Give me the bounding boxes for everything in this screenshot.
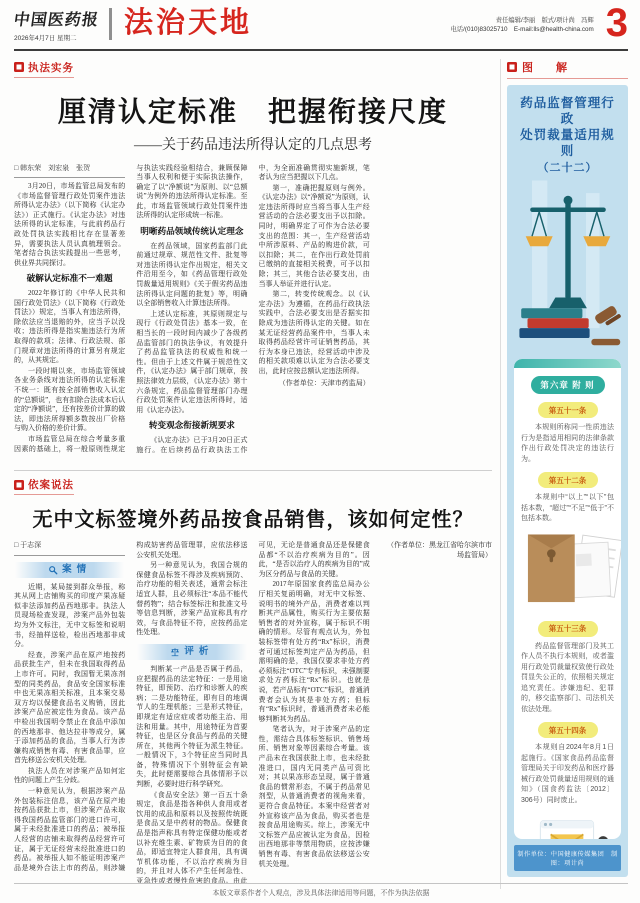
clause-badge: 第五十二条	[538, 472, 598, 488]
card-top-strip	[514, 359, 621, 368]
body-paragraph: 笔者认为，对于涉案产品的定性，需结合具体标签标识、销售场所、销售对象等因素综合考量。该产品未在我国获批上市，也未经批准进口，国内无同类产品可资比对；其以果冻形态呈现，属于普通食品的惯常形态，不属于药品常见剂型，从普通消费者的视角来看，更符合食品特征。本案中经营者对外宣称该产品为食品，购买者也是按食品用途购买。综上，涉案无中文标签产品应被认定为食品，因检出西地那非等禁用物质，应按涉嫌销售有毒、有害食品依法移送公安机关处理。	[258, 725, 370, 868]
title-line: 处罚裁量适用规则	[520, 128, 615, 158]
envelope-documents-illustration	[521, 531, 614, 614]
title-line: 药品监督管理行政	[520, 96, 615, 126]
section-title: 法治天地	[124, 7, 253, 39]
badge-label: 评析	[184, 646, 214, 658]
badge-label: 案情	[62, 563, 92, 575]
clause-text: 本规则自2024年8月1日起施行。《国家食品药品监督管理局关于印发药品和医疗器械行政处罚裁量适用规则的通知》（国食药监法〔2012〕306号）同时废止。	[521, 744, 614, 804]
magnifier-icon	[48, 565, 58, 575]
section-label-text: 依案说法	[28, 479, 74, 491]
editor-line: 责任编辑/李丽 版式/项计尚 冯辉	[495, 17, 594, 24]
clause-text: 本规则所称同一性质违法行为是指适用相同的法律条款作出行政处罚决定的违法行为。	[521, 424, 614, 463]
body-paragraph: 另一种意见认为，我国合规的保健食品标签不得涉及疾病预防、治疗功能的相关表述，通常会标注适宜人群，且必须标注“本品不能代替药物”；结合标签标注和批准文号等信息判断，涉案产品宣称具有疗效，与食品特征不符，应按药品定性处理。	[136, 561, 248, 637]
author-note: （作者单位：天津市药监局）	[278, 378, 370, 387]
body-paragraph: 执法人员在对涉案产品如何定性的问题上产生分歧。	[14, 766, 126, 785]
section-seal-icon	[507, 62, 517, 72]
section-label-case	[14, 477, 74, 495]
column-subhead: 转变观念衔接新规要求	[148, 420, 235, 431]
body-paragraph: 近期，某局接到群众举报，称其从网上店铺购买的印度产果冻疑似非法添加药品西地那非。执法人员现场检查发现，涉案产品外包装均为外文标注，无中文标签和说明书，经抽样送检，检出西地那非成分。	[14, 582, 126, 649]
section-label-text: 图 解	[522, 62, 573, 74]
body-paragraph: 一段时期以来，市场监管领域各业务条线对违法所得的认定标准不统一：既有按全部销售收入认定的“总额说”，也有扣除合法成本后认定的“净额说”，还有按差价计算的做法，即违法所得额多数按出厂价格与购入价格的差价计算。	[14, 366, 126, 433]
infographic-card	[507, 85, 628, 877]
section-seal-icon	[14, 480, 24, 490]
article2-body	[14, 541, 492, 889]
column-subhead: 破解认定标准不一难题	[26, 273, 113, 284]
article-enforcement	[14, 59, 492, 462]
infographic-credit: 制作单位：中国健康传媒集团 制图：项计尚	[514, 845, 621, 871]
header-divider	[109, 8, 112, 40]
article-divider	[14, 470, 492, 471]
infographic-title	[514, 95, 621, 176]
section-label-infographic	[507, 59, 628, 79]
body-paragraph: 判断某一产品是否属于药品，应把握药品的法定特征：一是用途特征，即预防、治疗和诊断人的疾病；二是功能特征，即有目的地调节人的生理机能；三是形式特征，即规定有适应症或者功能主治、用法和用量。其中，用途特征为首要特征，也是区分食品与药品的关键所在，其他两个特征为派生特征。一般情况下，3个特征应当同时具备，特殊情况下个别特征会有缺失，此时便需要综合具体情形予以判断，必要时进行科学研究。	[136, 664, 248, 789]
page-header	[0, 0, 640, 46]
envelope-icon	[521, 531, 621, 609]
paper-date: 2026年4月7日 星期二	[14, 35, 77, 42]
article1-subtitle: ——关于药品违法所得认定的几点思考	[134, 137, 372, 153]
body-paragraph: 在药品领域，国家药监部门此前通过规章、规范性文件、批复等对违法所得认定作出规定，相关文件沿用至今，如《药品管理行政处罚裁量适用规则》《关于假劣药品违法所得认定问题的批复》等，明确以全部销售收入计算违法所得。	[136, 241, 248, 308]
clauses-card	[514, 359, 621, 839]
article-case-law	[14, 477, 492, 890]
body-paragraph: 《认定办法》已于3月20日正式施行。在后续药品行政执法工作中，为全面准确贯彻实施新规，笔者认为应当把握以下几点。	[136, 163, 370, 454]
body-paragraph: 经查，涉案产品在原产地按药品获批生产，但未在我国取得药品上市许可。同时，我国暂无果冻剂型的同类药品，食品安全国家标准中也无果冻相关标准，且本案交易双方均以保健食品名义购销，因此涉案产品应被定性为食品。该产品中检出我国明令禁止在食品中添加的西地那非、他达拉非等成分，属于添加药品的食品，当事人行为涉嫌构成销售有毒、有害食品罪，应首先移送公安机关处理。	[14, 650, 126, 765]
contact-line: 电话/(010)83025710 E-mail:lls@health-china.com	[450, 26, 594, 33]
body-paragraph: 上述认定标准，其原则规定与现行《行政处罚法》基本一致，在相当长的一段时间内减少了各级药品监管部门的执法争议，有效提升了药品监管执法的权威性和统一性。但由于上述文件属于规范性文件，《认定办法》属于部门规章，按照法律效力层级，《认定办法》第十六条规定，药品监督管理部门办理行政处罚案件认定违法所得时，适用《认定办法》。	[136, 309, 248, 414]
body-paragraph: 一种意见认为，根据涉案产品外包装标注信息，该产品在原产地按药品获批上市，但涉案产品未取得我国药品监管部门的进口许可，属于未经批准进口的药品；被举报人经营的店铺未取得药品经营许可证，属于无证经营未经批准进口的药品。被举报人如不能证明涉案产品是境外合法上市的药品，则涉嫌构成妨害药品管理罪，应依法移送公安机关处理。	[14, 541, 248, 872]
editor-info	[451, 16, 594, 34]
page-content	[0, 51, 640, 889]
body-paragraph: 2022年修订的《中华人民共和国行政处罚法》（以下简称《行政处罚法》）规定，当事人有违法所得，除依法应当退赔的外，应当予以没收；违法所得是指实施违法行为所取得的款项；法律、行政法规、部门规章对违法所得的计算另有规定的，从其规定。	[14, 289, 126, 365]
clause-badge: 第五十四条	[538, 722, 598, 738]
clause-badge: 第五十一条	[538, 402, 598, 418]
body-paragraph: 第一，准确把握原则与例外。《认定办法》以“净额说”为原则，认定违法所得时应当将当事人生产经营活动的合法必要支出予以扣除。同时，明确界定了可作为合法必要支出的范围：其一，生产经营活动中所涉原料、产品的购进价款，可以扣除；其二，在作出行政处罚前已缴纳的直接相关税费，可予以扣除；其三，其他合法必要支出，由当事人举证并进行认定。	[258, 183, 370, 288]
author-note: （作者单位：黑龙江省哈尔滨市市场监管局）	[387, 541, 492, 559]
body-paragraph: 3月20日，市场监管总局发布的《市场监督管理行政处罚案件违法所得认定办法》（以下简称《认定办法》）正式施行。《认定办法》对违法所得的认定标准，与此前药品行政处罚执法实践相比存在显著差异，需要执法人员认真梳理领会。笔者结合执法实践提出一些思考，供业界共同探讨。	[14, 182, 126, 267]
infographic-sidebar	[500, 59, 628, 889]
article1-headline: 厘清认定标准 把握衔接尺度	[57, 96, 448, 128]
article2-headline: 无中文标签境外药品按食品销售，该如何定性？	[32, 509, 474, 531]
scales-books-gavel-icon	[514, 180, 622, 352]
person-papers-icon	[521, 812, 621, 839]
column-subhead: 明晰药品领域传统认定理念	[140, 226, 244, 237]
chapter-badge: 第六章 附 则	[531, 376, 605, 394]
justice-scales-illustration	[514, 180, 621, 357]
section-seal-icon	[14, 62, 24, 72]
clause-text: 本规则中“以上”“以下”包括本数，“超过”“不足”“低于”不包括本数。	[521, 494, 614, 522]
person-documents-illustration	[521, 812, 614, 839]
article1-body	[14, 164, 492, 462]
section-label-enforcement	[14, 60, 74, 78]
byline: □ 韩东荣 刘宏泉 张贺	[14, 164, 125, 179]
masthead	[14, 7, 99, 42]
page-number: 3	[605, 1, 628, 45]
inline-section-badge	[137, 644, 246, 660]
main-column	[14, 59, 492, 889]
body-paragraph: 2017年原国家食药监总局办公厅相关复函明确，对无中文标签、说明书的境外产品，消费者难以判断其产品属性，购买行为主要依据销售者的对外宣称，属于标识不明确的情形。尽管有观点认为，外包装标签带有处方药“Rx”标识，消费者可通过标签判定产品为药品，但需明确的是，我国仅要求非处方药必须标注“OTC”专有标识，未强制要求处方药标注“Rx”标识。也就是说，若产品标有“OTC”标识，普通消费者会认为其是非处方药；但标有“Rx”标识时，普通消费者未必能够判断其为药品。	[258, 580, 370, 723]
paper-name: 中国医药报	[12, 12, 100, 29]
page-disclaimer: 本版文章系作者个人观点，涉及具体法律适用等问题，不作为执法依据	[14, 883, 628, 898]
body-paragraph: 第二，转变传统观念。以《认定办法》为遵循，在药品行政执法实践中，合法必要支出是否据实扣除成为违法所得认定的关键。如在某无证经营药品案件中，当事人未取得药品经营许可证销售药品，其行为本身已违法，经营活动中涉及的相关款项难以认定为合法必要支出，此时应按总额认定违法所得。	[258, 290, 370, 375]
scales-icon	[170, 647, 180, 657]
body-paragraph: 《食品安全法》第一百五十条规定，食品是指各种供人食用或者饮用的成品和原料以及按照传统既是食品又是中药材的物品。保健食品是指声称具有特定保健功能或者以补充维生素、矿物质为目的的食品，即适宜特定人群食用，具有调节机体功能，不以治疗疾病为目的，并且对人体不产生任何急性、亚急性或者慢性危害的食品。由此可见，无论是普通食品还是保健食品都“不以治疗疾病为目的”。因此，“是否以治疗人的疾病为目的”成为区分药品与食品的关键。	[136, 541, 370, 885]
title-line: （二十二）	[537, 162, 598, 174]
inline-section-badge	[15, 562, 124, 578]
body-paragraph: 市场监管总局在综合考量多重因素的基础上，将一般原则性规定与执法实践经验相结合，兼顾保障当事人权利和便于实际执法操作，确定了以“净额说”为原则、以“总额说”为例外的违法所得认定标准。至此，市场监管领域行政处罚案件违法所得的认定形成统一标准。	[14, 163, 248, 453]
byline: □ 于志深	[14, 541, 125, 556]
clause-badge: 第五十三条	[538, 621, 598, 637]
clause-text: 药品监督管理部门及其工作人员不执行本规则，或者滥用行政处罚裁量权致使行政处罚显失公正的，依照相关规定追究责任。涉嫌违纪、犯罪的，移交监察部门、司法机关依法处理。	[521, 642, 614, 713]
section-label-text: 执法实务	[28, 61, 74, 74]
